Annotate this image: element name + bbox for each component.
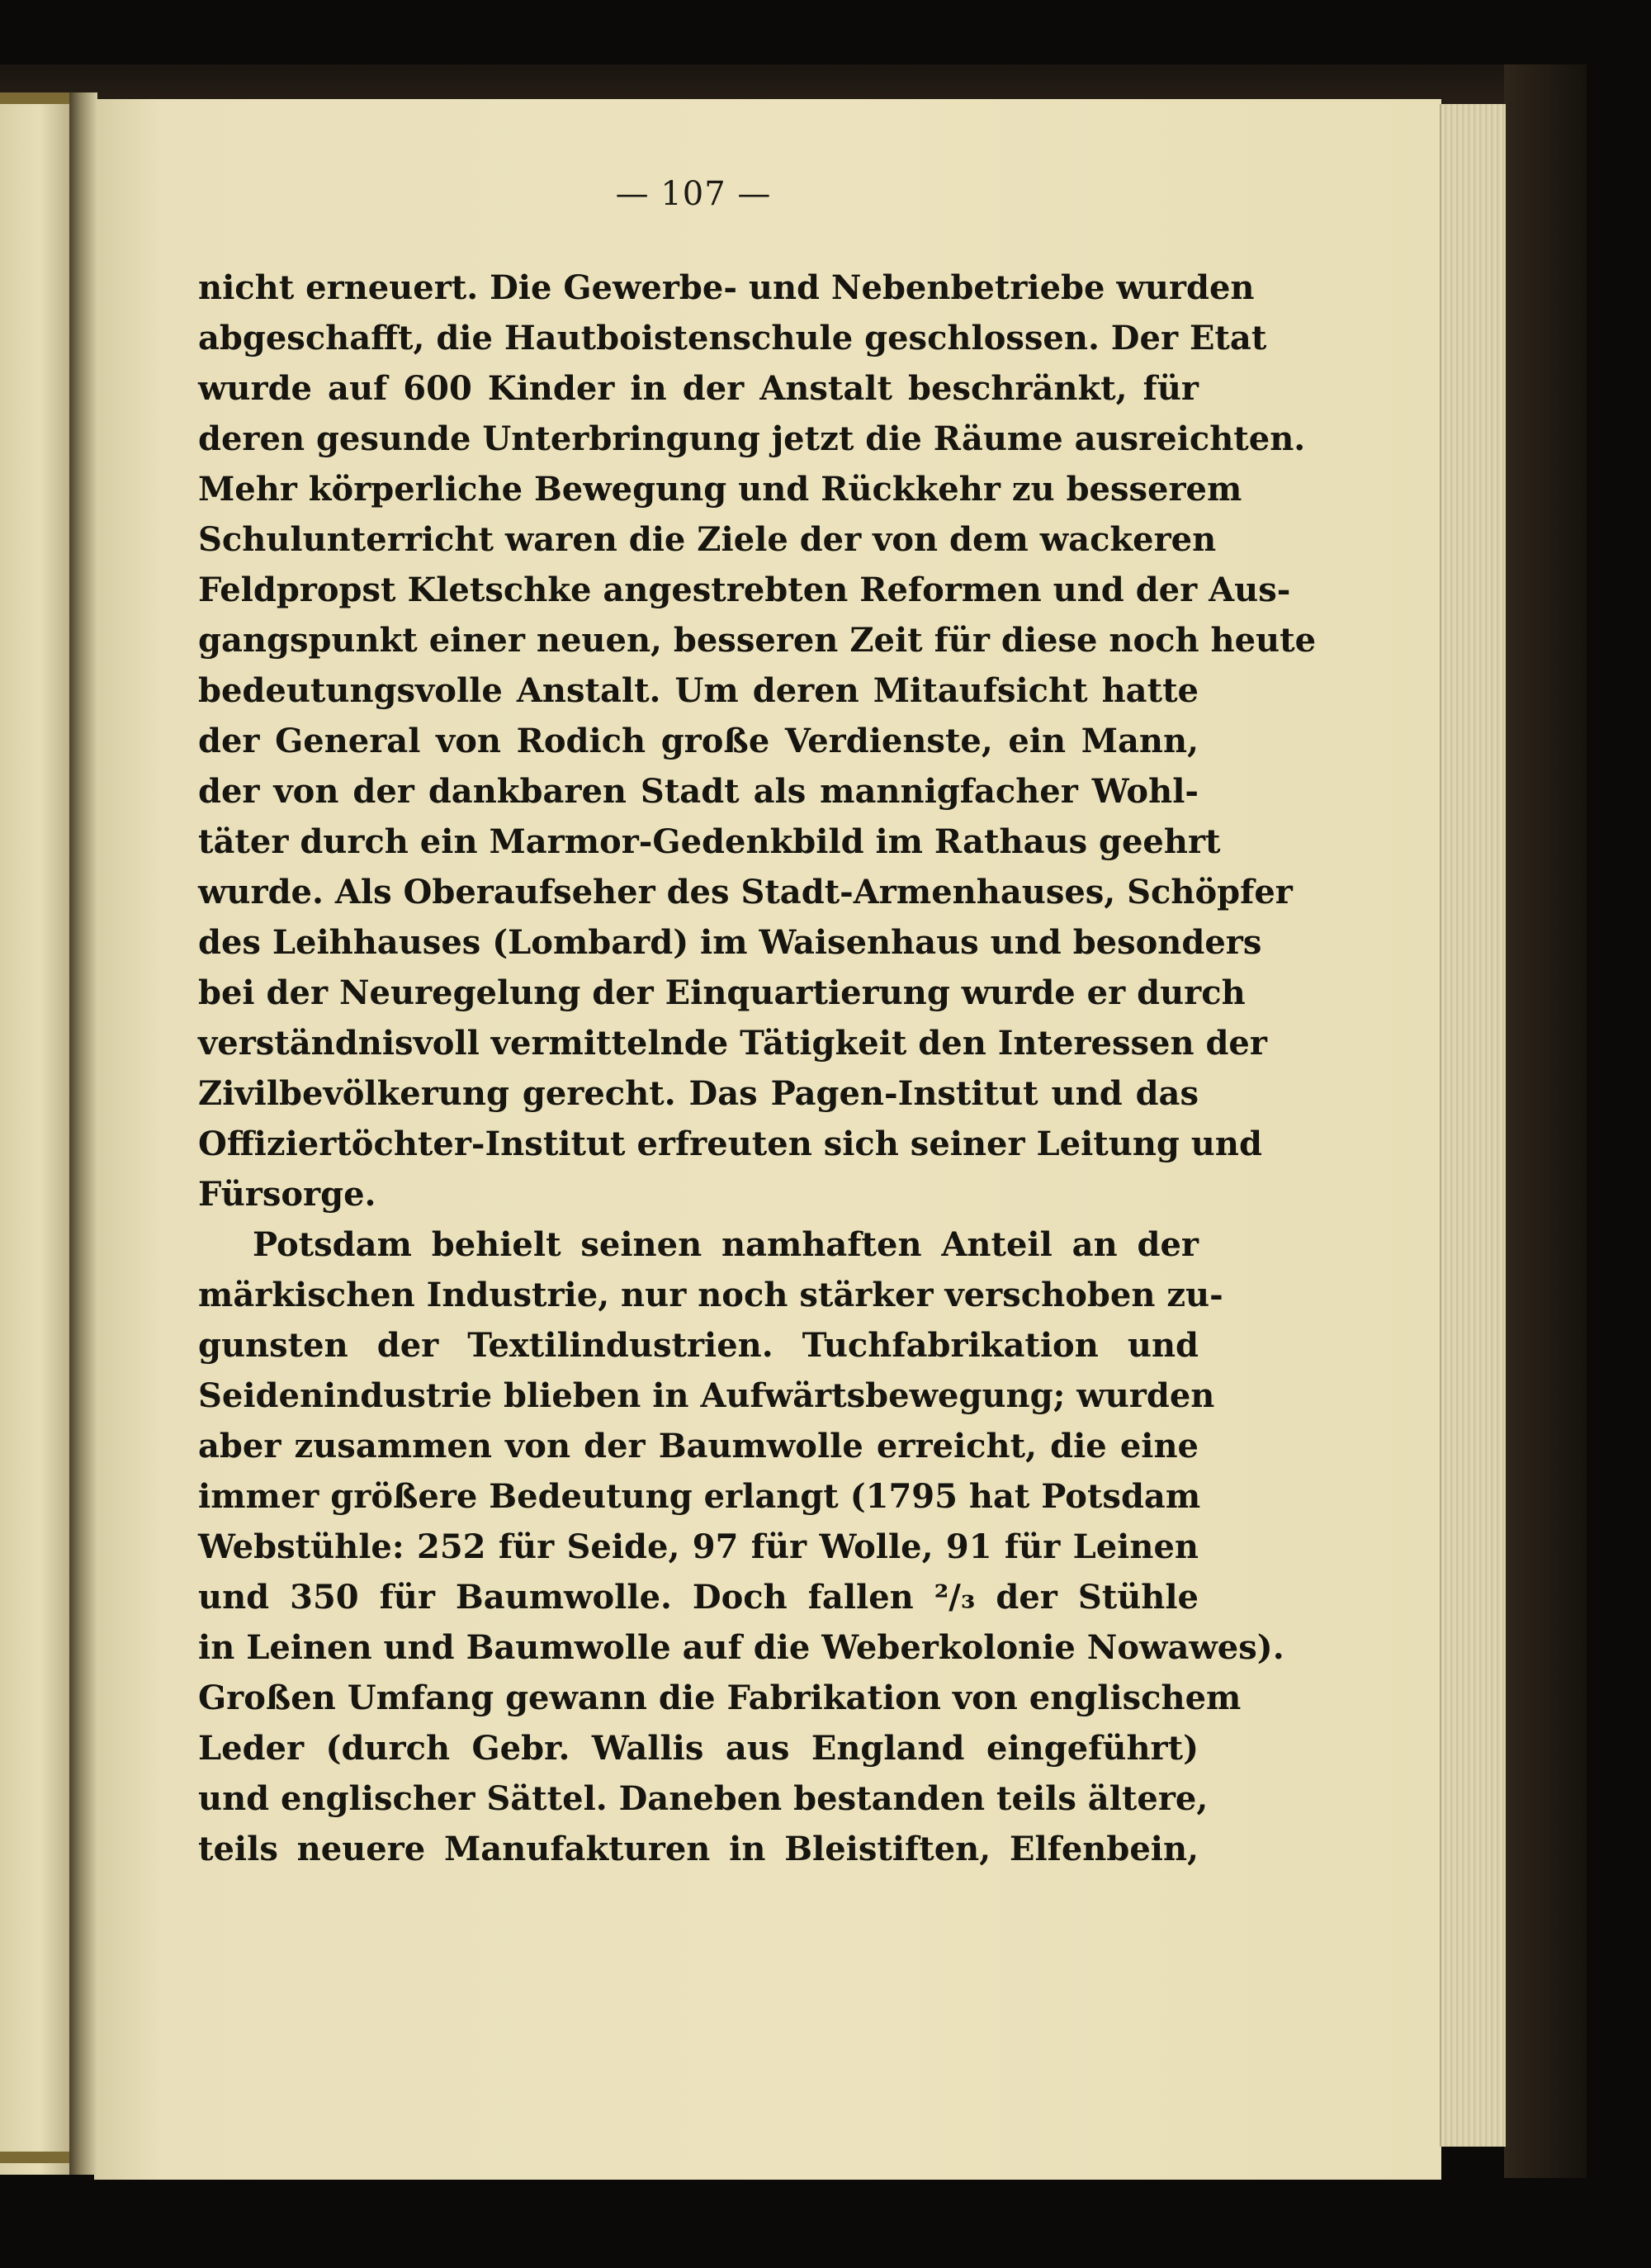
page-number: — 107 — [615, 175, 772, 213]
spine-bookmark-ribbon [0, 92, 76, 104]
text-line: teils neuere Manufakturen in Bleistiften, Elfenbein, [198, 1830, 1199, 1868]
text-line: aber zusammen von der Baumwolle erreicht, die eine [198, 1427, 1199, 1465]
text-line: Seidenindustrie blieben in Aufwärtsbewegung; wurden [198, 1376, 1215, 1415]
text-line: bedeutungsvolle Anstalt. Um deren Mitaufsicht hatte [198, 671, 1199, 710]
text-line: wurde. Als Oberaufseher des Stadt-Armenhauses, Schöpfer [198, 873, 1293, 911]
text-line: Zivilbevölkerung gerecht. Das Pagen-Institut und das [198, 1074, 1199, 1113]
text-line: der von der dankbaren Stadt als mannigfacher Wohl- [198, 772, 1199, 811]
text-line: nicht erneuert. Die Gewerbe- und Nebenbetriebe wurden [198, 268, 1255, 307]
left-page [0, 92, 73, 2175]
body-text [198, 263, 1317, 1914]
page-stack-edges [1440, 104, 1506, 2147]
text-line: des Leihhauses (Lombard) im Waisenhaus und besonders [198, 923, 1262, 962]
text-line: Webstühle: 252 für Seide, 97 für Wolle, 91 für Leinen [198, 1527, 1199, 1566]
text-line: Feldpropst Kletschke angestrebten Reformen und der Aus- [198, 571, 1291, 609]
text-line: und 350 für Baumwolle. Doch fallen ²/₃ der Stühle [198, 1578, 1199, 1617]
text-line: deren gesunde Unterbringung jetzt die Räume ausreichten. [198, 419, 1306, 458]
text-line: Großen Umfang gewann die Fabrikation von englischem [198, 1679, 1242, 1717]
text-line: bei der Neuregelung der Einquartierung wurde er durch [198, 973, 1246, 1012]
text-line: immer größere Bedeutung erlangt (1795 hat Potsdam [198, 1477, 1201, 1516]
text-line: Potsdam behielt seinen namhaften Anteil an der [253, 1225, 1199, 1264]
text-line: Fürsorge. [198, 1175, 376, 1214]
text-line: in Leinen und Baumwolle auf die Weberkolonie Nowawes). [198, 1628, 1284, 1667]
text-line: täter durch ein Marmor-Gedenkbild im Rathaus geehrt [198, 822, 1221, 861]
text-line: gangspunkt einer neuen, besseren Zeit für diese noch heute [198, 621, 1317, 660]
spine-gutter [69, 92, 97, 2175]
text-line: Schulunterricht waren die Ziele der von dem wackeren [198, 520, 1217, 559]
spine-bookmark-ribbon-bottom [0, 2152, 76, 2163]
text-line: Leder (durch Gebr. Wallis aus England eingeführt) [198, 1729, 1199, 1768]
text-line: Mehr körperliche Bewegung und Rückkehr zu besserem [198, 470, 1242, 509]
text-line: abgeschafft, die Hautboistenschule geschlossen. Der Etat [198, 319, 1267, 357]
text-line: Offiziertöchter-Institut erfreuten sich seiner Leitung und [198, 1125, 1262, 1163]
text-line: verständnisvoll vermittelnde Tätigkeit den Interessen der [198, 1024, 1267, 1063]
text-line: wurde auf 600 Kinder in der Anstalt beschränkt, für [198, 369, 1199, 408]
book-cover-edge [1504, 64, 1587, 2178]
text-line: märkischen Industrie, nur noch stärker verschoben zu- [198, 1276, 1223, 1314]
paragraph [198, 1219, 1284, 1874]
text-line: und englischer Sättel. Daneben bestanden teils ältere, [198, 1779, 1209, 1818]
text-line: der General von Rodich große Verdienste, ein Mann, [198, 722, 1199, 760]
paragraph [198, 263, 1317, 1219]
text-line: gunsten der Textilindustrien. Tuchfabrikation und [198, 1326, 1199, 1365]
